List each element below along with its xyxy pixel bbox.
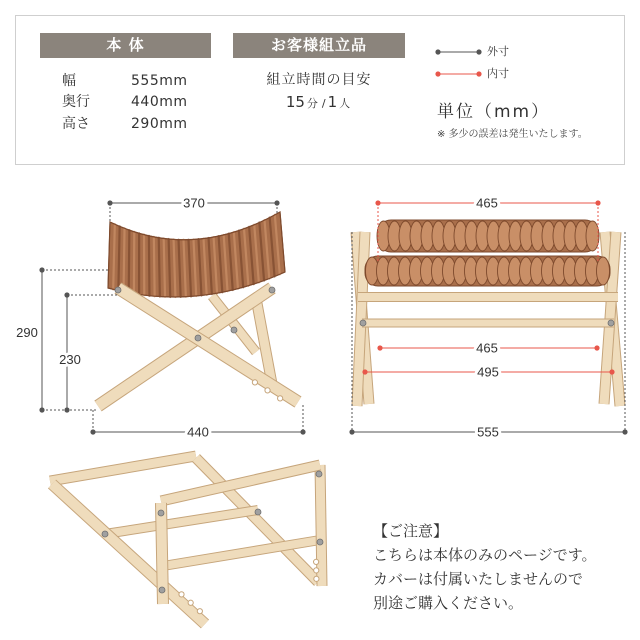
bolt (159, 587, 165, 593)
dim-label: 230 (59, 352, 81, 367)
side-front-leg (118, 288, 298, 402)
seat-texture-stripe (149, 236, 150, 296)
notice-title: 【ご注意】 (373, 522, 449, 540)
leg-notch (197, 609, 202, 614)
leg-notch (265, 388, 270, 393)
dim-side-top-width (107, 196, 279, 225)
legend-outer-line-icon (435, 44, 483, 60)
assembly-people: 1 (327, 93, 338, 111)
seat-texture-stripe (154, 237, 155, 296)
unit-label: 単位（mm） (437, 102, 551, 122)
leg-notch (314, 568, 319, 573)
spec-box (15, 15, 625, 165)
leg-notch (314, 559, 319, 564)
dim-end-dot (595, 200, 600, 205)
legend-label: 内寸 (487, 67, 509, 80)
bolt (269, 287, 275, 293)
tolerance-note: ※ 多少の誤差は発生いたします。 (437, 129, 588, 140)
dim-end-dot (300, 429, 305, 434)
seat-texture-puff (586, 221, 599, 251)
bolt (115, 287, 121, 293)
bolt (102, 531, 108, 537)
seat-texture-stripe (118, 226, 119, 290)
spec-value: 555mm (131, 73, 188, 89)
legend-dot (435, 71, 440, 76)
dim-end-dot (375, 200, 380, 205)
notice-line: こちらは本体のみのページです。 (373, 546, 597, 564)
dim-label: 465 (476, 195, 498, 211)
dim-end-dot (609, 369, 614, 374)
body-header: 本 体 (40, 33, 211, 58)
seat-texture-puff (597, 257, 610, 285)
dim-end-dot (107, 200, 112, 205)
legend-label: 外寸 (487, 45, 509, 58)
dim-end-dot (64, 407, 69, 412)
dim-end-dot (64, 292, 69, 297)
dim-label: 465 (476, 340, 498, 356)
seat-texture-stripe (164, 238, 165, 296)
wood-bar-face (118, 288, 298, 402)
dim-end-dot (39, 407, 44, 412)
frame-only-view (50, 456, 323, 624)
leg-notch (179, 592, 184, 597)
seat-texture-stripe (124, 228, 125, 291)
legend-inner-line-icon (435, 66, 483, 82)
dim-label: 495 (477, 364, 499, 380)
seat-texture-stripe (159, 238, 160, 297)
dim-front-inner-width (377, 341, 599, 356)
assembly-people-unit: 人 (339, 97, 351, 110)
frame-bars (50, 456, 322, 624)
leg-notch (314, 576, 319, 581)
spec-label: 奥行 (62, 94, 90, 110)
assembly-minutes: 15 (285, 93, 305, 111)
assembly-minutes-unit: 分 (306, 97, 318, 110)
dim-end-dot (622, 429, 627, 434)
legend-dot (476, 71, 481, 76)
dim-end-dot (39, 267, 44, 272)
wood-bar-face (105, 510, 258, 534)
dim-label: 440 (187, 424, 209, 440)
spec-label: 幅 (62, 73, 76, 89)
leg-notch (188, 600, 193, 605)
spec-value: 440mm (131, 94, 188, 110)
stool-side-view (98, 212, 298, 406)
dim-side-depth (90, 405, 305, 440)
wood-bar-face (52, 484, 205, 624)
notice-line: 別途ご購入ください。 (373, 594, 524, 612)
dim-label: 370 (183, 195, 205, 211)
bolt (316, 471, 322, 477)
legend-dot (476, 49, 481, 54)
dim-end-dot (362, 369, 367, 374)
wood-bar-face (320, 465, 322, 586)
dim-end-dot (594, 345, 599, 350)
spec-value: 290mm (131, 116, 188, 132)
leg-notch (252, 380, 257, 385)
assembly-header: お客様組立品 (233, 33, 405, 58)
dim-end-dot (377, 345, 382, 350)
assembly-time-label: 組立時間の目安 (266, 72, 372, 88)
front-seat-cover (365, 220, 610, 286)
spec-label: 高さ (62, 116, 90, 132)
notice-line: カバーは付属いたしませんので (373, 570, 584, 588)
bolt (231, 327, 237, 333)
side-seat-cover (108, 212, 285, 297)
bolt (158, 510, 164, 516)
bolt (360, 320, 366, 326)
dim-label: 290 (16, 325, 38, 340)
assembly-separator: / (321, 97, 326, 110)
dim-end-dot (274, 200, 279, 205)
bolt (195, 335, 201, 341)
bolt (317, 539, 323, 545)
assembly-time-value (233, 91, 405, 113)
dim-end-dot (90, 429, 95, 434)
notice (373, 519, 635, 615)
leg-notch (278, 396, 283, 401)
dim-end-dot (349, 429, 354, 434)
dim-label: 555 (477, 424, 499, 440)
bolt (255, 509, 261, 515)
dim-front-inner-leg-width (362, 365, 614, 380)
frame-leg (314, 465, 322, 586)
legend-dot (435, 49, 440, 54)
wood-bar-face (50, 456, 196, 481)
seat-texture-stripe (129, 230, 130, 293)
frame-cross-rail (105, 510, 258, 534)
frame-leg (52, 484, 205, 624)
frame-top-rail-back (50, 456, 196, 481)
bolt (608, 320, 614, 326)
dim-side-total-height (16, 267, 110, 412)
